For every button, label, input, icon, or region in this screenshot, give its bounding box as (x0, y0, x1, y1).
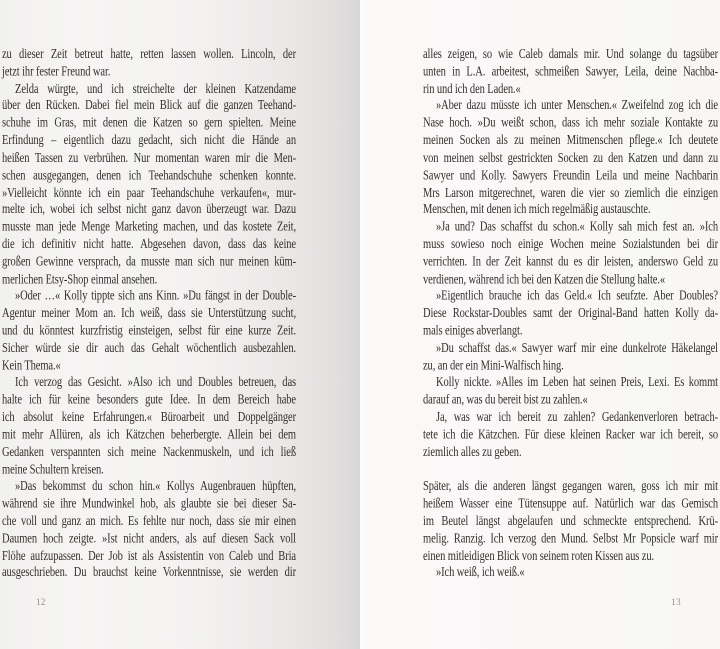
text-line: meine Schultern kreisen. (2, 462, 104, 477)
text-line: muss sowieso noch einige Wochen meine Sozialstunden bei dir (423, 237, 718, 253)
text-line: Agentur meiner Mom an. Ich weiß, dass sie Unterstützung sucht, (2, 306, 296, 322)
text-line: che voll und ganz an mich. Es fehlte nur noch, dass sie mir einen (2, 514, 296, 529)
text-line: im Beutel längst abgelaufen und schmeckte entsprechend. Krü- (423, 514, 718, 529)
page-number-right: 13 (671, 597, 681, 607)
text-line: verdienen, während ich bei den Katzen die Stellung halte.« (423, 271, 666, 287)
text-line: Mrs Larson mitgerechnet, waren die vier so ziemlich die einzigen (423, 185, 718, 201)
text-line: Sawyer und Kolly. Sawyers Freundin Leila und meine Nachbarin (423, 168, 718, 183)
text-line: Menschen, mit denen ich mich regelmäßig austauschte. (423, 202, 651, 218)
text-line: und du könntest kurzfristig einsteigen, selbst für eine kurze Zeit. (2, 323, 296, 339)
text-line: Ich verzog das Gesicht. »Also ich und Doubles betreuen, das (15, 375, 296, 391)
text-line: heißem Wasser eine Tütensuppe auf. Natürlich war das Gemisch (423, 496, 718, 512)
text-line: Sicher würde sie dir auch das Gehalt wöchentlich ausbezahlen. (2, 341, 296, 356)
text-line: meinen Socken als zu meinen Mitmenschen pflege.« Ich deutete (423, 133, 718, 149)
text-line: über den Rücken. Dabei fiel mein Blick auf die ganzen Teehand- (2, 98, 296, 114)
text-line: verrichten. In der Zeit kannst du es dir leisten, anderswo Geld zu (423, 254, 718, 270)
text-line: großen Gewinne versprach, da musste man sich nur meinen küm- (2, 254, 296, 270)
text-line: »Ja und? Das schaffst du schon.« Kolly sah mich fest an. »Ich (436, 219, 718, 235)
text-line: mals einiges abverlangt. (423, 323, 523, 339)
text-line: Erfindung – eigentlich dazu gedacht, sich nicht die Hände an (2, 133, 296, 149)
text-line: Ja, was war ich bereit zu zahlen? Gedankenverloren betrach- (436, 410, 718, 426)
page-text-right (423, 47, 718, 583)
text-line: schuhe im Gras, mit denen die Katzen so gern spielten. Meine (2, 116, 296, 132)
text-line: zu, an der ein Mini-Walfisch hing. (423, 358, 564, 374)
text-line: ich absolut keine Erfahrungen.« Büroarbeit und Doppelgänger (2, 410, 296, 426)
text-line: unten in L.A. arbeitest, schmeißen Sawyer, Leila, deine Nachba- (423, 64, 718, 80)
text-line: Kein Thema.« (2, 358, 61, 374)
text-line: darauf an, was du bereit bist zu zahlen.« (423, 392, 588, 408)
text-line: schen ausgegangen, denen ich Teehandschuhe schenken konnte. (2, 168, 296, 183)
text-line: Kolly nickte. »Alles im Leben hat seinen Preis, Lexi. Es kommt (436, 375, 718, 391)
text-line: einen mitleidigen Blick von seinem roten Kissen aus zu. (423, 548, 654, 564)
scene-break-gap (423, 462, 718, 479)
text-line: mit mehr Allüren, als ich Kätzchen beherbergte. Allein bei dem (2, 427, 296, 443)
text-line: halte ich für keine besonders gute Idee. In dem Bereich habe (2, 392, 296, 408)
text-line: »Oder …« Kolly tippte sich ans Kinn. »Du fängst in der Double- (15, 289, 296, 305)
text-line: »Ich weiß, ich weiß.« (436, 565, 525, 581)
text-line: tete ich die Kätzchen. Für diese kleinen Racker war ich bereit, so (423, 427, 718, 443)
text-line: »Eigentlich brauche ich das Geld.« Ich seufzte. Aber Doubles? (436, 289, 718, 305)
text-line: zu dieser Zeit betreut hatte, retten lassen wollen. Lincoln, der (2, 47, 296, 62)
text-line: melte ich, wobei ich selbst nicht ganz davon überzeugt war. Dazu (2, 202, 296, 218)
text-line: jetzt ihr fester Freund war. (2, 64, 111, 80)
text-line: merlichen Etsy-Shop einmal ansehen. (2, 271, 158, 287)
text-line: während sie ihre Mundwinkel hob, als glaubte sie bei dieser Sa- (2, 496, 296, 512)
text-line: die ich definitiv nicht hatte. Abgesehen davon, dass das keine (2, 237, 296, 253)
text-line: melig. Ranzig. Ich verzog den Mund. Selbst Mr Popsicle warf mir (423, 531, 718, 547)
text-line: Flöhe aufzupassen. Der Job ist als Assistentin von Caleb und Bria (2, 548, 296, 564)
page-right (360, 0, 720, 649)
text-line: heißen Tassen zu verbrühen. Nur momentan waren mir die Men- (2, 150, 296, 166)
text-line: ziemlich alles zu geben. (423, 444, 522, 460)
page-number-left: 12 (36, 597, 46, 607)
text-line: rin und ich den Laden.« (423, 81, 521, 97)
text-line: »Vielleicht könnte ich ein paar Teehandschuhe verkaufen«, mur- (2, 185, 296, 201)
text-line: Zelda würgte, und ich streichelte der kleinen Katzendame (15, 81, 296, 97)
text-line: Diese Rockstar-Doubles samt der Original-Band hatten Kolly da- (423, 306, 718, 322)
text-line: Später, als die anderen längst gegangen waren, goss ich mir mit (423, 479, 718, 495)
text-line: von meinen selbst gestrickten Socken zu den Katzen und dann zu (423, 150, 718, 166)
page-text-left (2, 47, 296, 583)
text-line: alles zeigen, so wie Caleb damals mir. Und solange du tagsüber (423, 47, 718, 62)
text-line: Gedanken verspannten sich meine Nackenmuskeln, und ich ließ (2, 444, 296, 460)
text-line: »Aber dazu müsste ich unter Menschen.« Zweifelnd zog ich die (436, 98, 718, 114)
text-line: ausgeschrieben. Du brauchst keine Vorkenntnisse, sie werden dir (2, 565, 296, 581)
text-line: »Du schaffst das.« Sawyer warf mir eine dunkelrote Häkelangel (436, 341, 718, 356)
text-line: musste man jede Menge Marketing machen, und das kostete Zeit, (2, 219, 296, 235)
text-line: Daumen hoch zeigte. »Ist nicht anders, als auf diesen Sack voll (2, 531, 296, 547)
text-line: Nase hoch. »Du weißt schon, dass ich mehr soziale Kontakte zu (423, 116, 718, 132)
text-line: »Das bekommst du schon hin.« Kollys Augenbrauen hüpften, (15, 479, 296, 495)
